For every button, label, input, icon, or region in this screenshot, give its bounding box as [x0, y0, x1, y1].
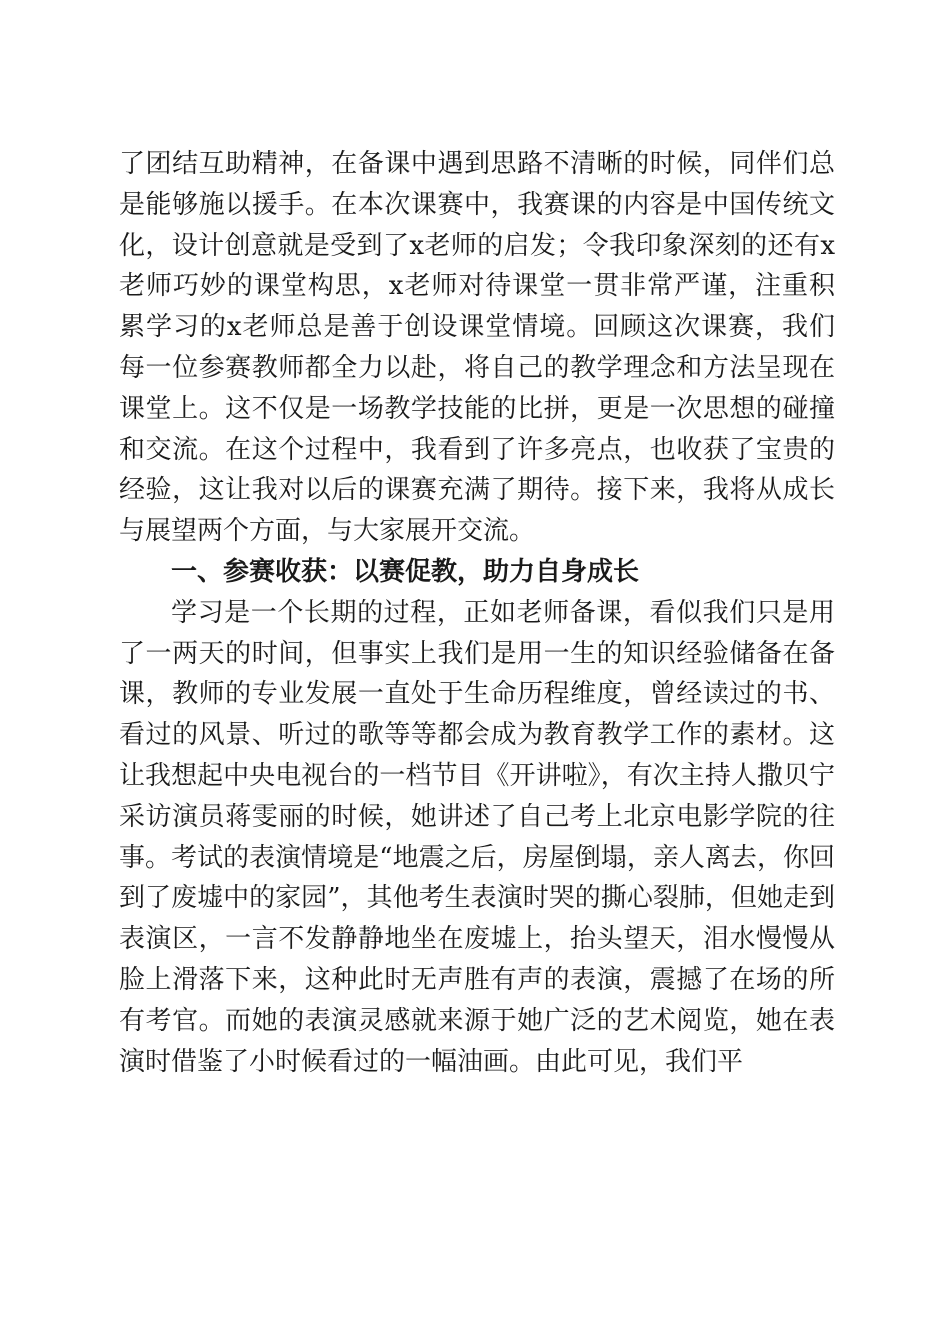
body-paragraph: 学习是一个长期的过程，正如老师备课，看似我们只是用了一两天的时间，但事实上我们是用一生的知识经验储备在备课，教师的专业发展一直处于生命历程维度，曾经读过的书、看过的风景、听过的歌等等都会成为教育教学工作的素材。这让我想起中央电视台的一档节目《开讲啦》，有次主持人撒贝宁采访演员蒋雯丽的时候，她讲述了自己考上北京电影学院的往事。考试的表演情境是“地震之后，房屋倒塌，亲人离去，你回到了废墟中的家园”，其他考生表演时哭的撕心裂肺，但她走到表演区，一言不发静静地坐在废墟上，抬头望天，泪水慢慢从脸上滑落下来，这种此时无声胜有声的表演，震撼了在场的所有考官。而她的表演灵感就来源于她广泛的艺术阅览，她在表演时借鉴了小时候看过的一幅油画。由此可见，我们平	[119, 597, 835, 1077]
section-heading: 一、参赛收获：以赛促教，助力自身成长	[171, 556, 640, 587]
document-body	[119, 144, 835, 1082]
body-paragraph-continued: 了团结互助精神，在备课中遇到思路不清晰的时候，同伴们总是能够施以援手。在本次课赛中，我赛课的内容是中国传统文化，设计创意就是受到了x老师的启发；令我印象深刻的还有x老师巧妙的课堂构思，x老师对待课堂一贯非常严谨，注重积累学习的x老师总是善于创设课堂情境。回顾这次课赛，我们每一位参赛教师都全力以赴，将自己的教学理念和方法呈现在课堂上。这不仅是一场教学技能的比拼，更是一次思想的碰撞和交流。在这个过程中，我看到了许多亮点，也收获了宝贵的经验，这让我对以后的课赛充满了期待。接下来，我将从成长与展望两个方面，与大家展开交流。	[119, 149, 835, 547]
